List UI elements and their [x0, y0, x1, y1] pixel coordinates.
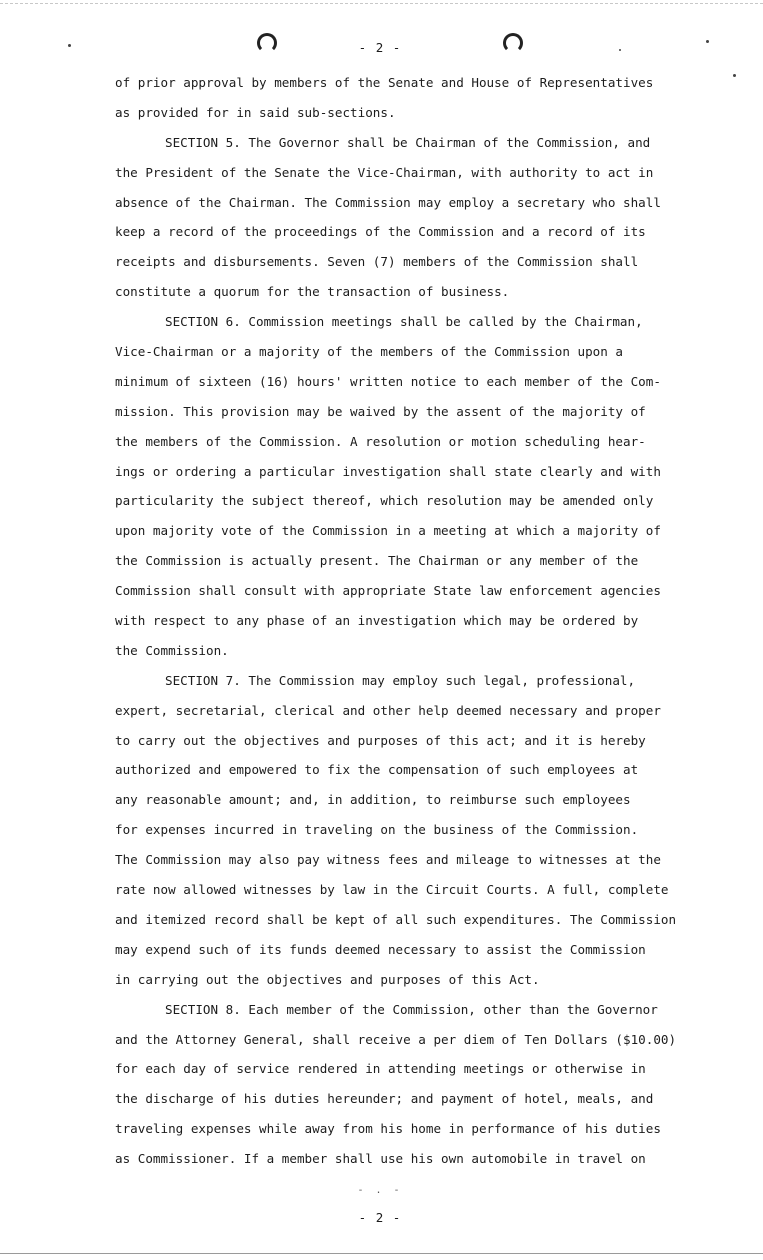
text-line: for each day of service rendered in attending meetings or otherwise in [115, 1061, 646, 1077]
section-8-heading-line: SECTION 8. Each member of the Commission, other than the Governor [165, 1001, 658, 1017]
text-line: as provided for in said sub-sections. [115, 104, 396, 120]
punch-hole-left [257, 33, 277, 53]
text-line: the President of the Senate the Vice-Chairman, with authority to act in [115, 164, 654, 180]
footer-marks: - . - [357, 1185, 403, 1196]
text-line: expert, secretarial, clerical and other help deemed necessary and proper [115, 702, 661, 718]
text-line: and itemized record shall be kept of all such expenditures. The Commission [115, 911, 677, 927]
text-line: receipts and disbursements. Seven (7) members of the Commission shall [115, 254, 639, 270]
text-line: of prior approval by members of the Senate and House of Representatives [115, 75, 654, 90]
section-5-heading-line: SECTION 5. The Governor shall be Chairman of the Commission, and [165, 134, 651, 150]
scan-speck [706, 40, 709, 43]
text-line: for expenses incurred in traveling on the business of the Commission. [115, 822, 639, 838]
document-body [115, 68, 715, 1174]
page-edge-bottom [0, 1253, 763, 1254]
text-line: Commission shall consult with appropriate State law enforcement agencies [115, 583, 661, 599]
punch-hole-right [503, 33, 523, 53]
text-line: minimum of sixteen (16) hours' written notice to each member of the Com- [115, 373, 661, 389]
text-line: authorized and empowered to fix the compensation of such employees at [115, 762, 639, 778]
text-line: the Commission. [115, 642, 229, 658]
section-6-heading-line: SECTION 6. Commission meetings shall be called by the Chairman, [165, 314, 643, 330]
text-line: as Commissioner. If a member shall use his own automobile in travel on [115, 1151, 646, 1167]
text-line: absence of the Chairman. The Commission may employ a secretary who shall [115, 194, 661, 210]
section-7-heading-line: SECTION 7. The Commission may employ such legal, professional, [165, 672, 636, 688]
text-line: any reasonable amount; and, in addition, to reimburse such employees [115, 792, 631, 808]
text-line: Vice-Chairman or a majority of the members of the Commission upon a [115, 344, 623, 360]
text-line: keep a record of the proceedings of the Commission and a record of its [115, 224, 646, 240]
text-line: mission. This provision may be waived by the assent of the majority of [115, 403, 646, 419]
text-line: with respect to any phase of an investigation which may be ordered by [115, 613, 639, 629]
text-line: in carrying out the objectives and purposes of this Act. [115, 971, 540, 987]
text-line: the discharge of his duties hereunder; and payment of hotel, meals, and [115, 1091, 654, 1107]
text-line: upon majority vote of the Commission in a meeting at which a majority of [115, 523, 661, 539]
text-line: ings or ordering a particular investigation shall state clearly and with [115, 463, 661, 479]
page-number-top: - 2 - [358, 40, 402, 55]
scan-speck [733, 74, 736, 77]
text-line: rate now allowed witnesses by law in the Circuit Courts. A full, complete [115, 882, 669, 898]
page-edge-top [0, 3, 763, 4]
text-line: traveling expenses while away from his home in performance of his duties [115, 1121, 661, 1137]
text-line: and the Attorney General, shall receive a per diem of Ten Dollars ($10.00) [115, 1031, 677, 1047]
text-line: particularity the subject thereof, which resolution may be amended only [115, 493, 654, 509]
scan-speck [68, 44, 71, 47]
text-line: the members of the Commission. A resolution or motion scheduling hear- [115, 433, 646, 449]
scan-speck [619, 49, 621, 51]
page-number-bottom: - 2 - [358, 1210, 402, 1225]
text-line: constitute a quorum for the transaction of business. [115, 284, 510, 300]
text-line: may expend such of its funds deemed necessary to assist the Commission [115, 941, 646, 957]
text-line: the Commission is actually present. The Chairman or any member of the [115, 553, 639, 569]
text-line: The Commission may also pay witness fees and mileage to witnesses at the [115, 852, 661, 868]
text-line: to carry out the objectives and purposes of this act; and it is hereby [115, 732, 646, 748]
